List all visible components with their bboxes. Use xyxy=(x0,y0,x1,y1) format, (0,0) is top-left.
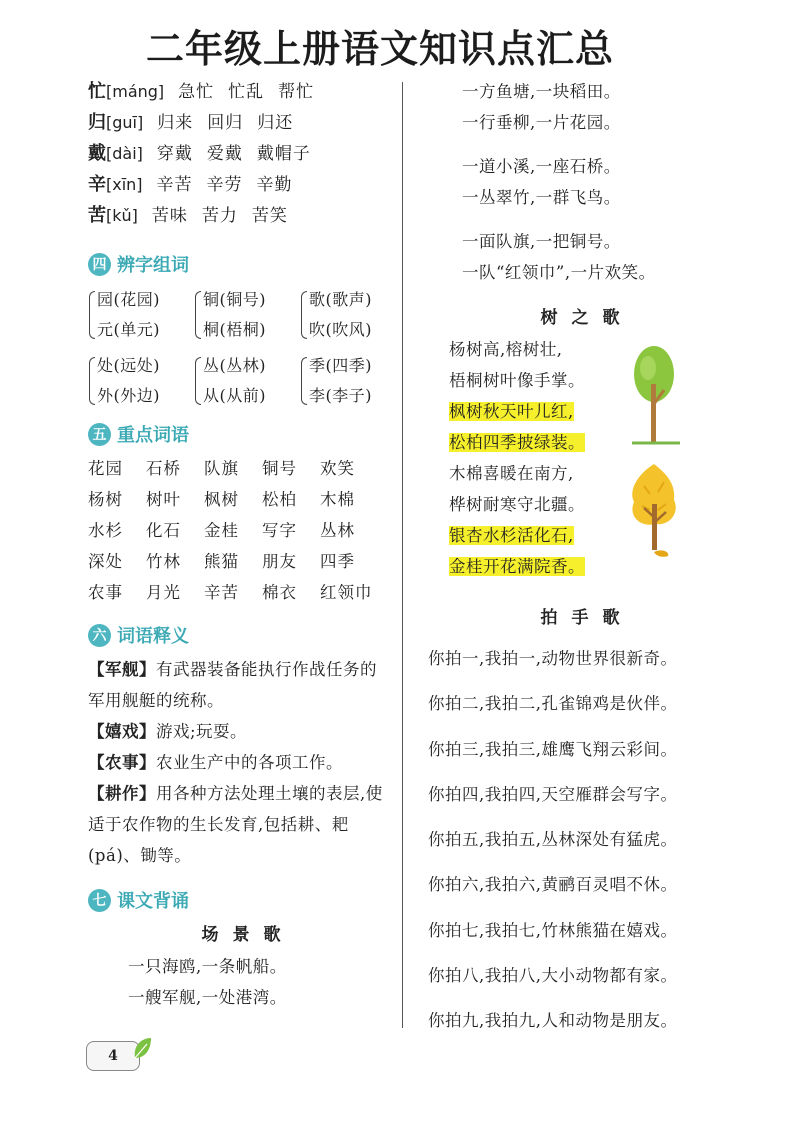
group-word: 园(花园) xyxy=(97,290,160,309)
group-word: 外(外边) xyxy=(97,386,160,405)
key-word: 月光 xyxy=(146,583,181,602)
char-entry xyxy=(88,138,393,169)
pinyin: [dài] xyxy=(106,144,143,163)
poem-line xyxy=(449,427,772,458)
pinyin: [guī] xyxy=(106,113,144,132)
key-word: 树叶 xyxy=(146,490,181,509)
green-tree-icon xyxy=(624,344,684,448)
pinyin: [xīn] xyxy=(106,175,143,194)
char: 归 xyxy=(88,112,106,133)
char-group xyxy=(300,285,406,345)
key-word: 铜号 xyxy=(262,459,297,478)
poem-line: 你拍一,我拍一,动物世界很新奇。 xyxy=(428,649,678,668)
poem-line: 你拍二,我拍二,孔雀锦鸡是伙伴。 xyxy=(428,694,678,714)
key-word: 写字 xyxy=(262,521,297,540)
word: 归还 xyxy=(257,113,294,133)
group-word: 桐(梧桐) xyxy=(203,320,266,339)
word: 苦笑 xyxy=(251,206,288,226)
poem-clap-song xyxy=(412,602,772,1044)
word-row xyxy=(88,515,393,546)
pinyin: [kǔ] xyxy=(106,206,138,225)
word: 苦力 xyxy=(201,206,238,226)
definition-term: 【嬉戏】 xyxy=(88,722,156,741)
word-row xyxy=(88,577,393,608)
poem-line: 你拍六,我拍六,黄鹂百灵唱不休。 xyxy=(428,875,678,895)
key-word: 竹林 xyxy=(146,552,181,571)
word: 帮忙 xyxy=(278,82,315,102)
poem-scene-song xyxy=(88,919,368,1013)
word: 辛苦 xyxy=(156,175,193,195)
definition-term: 【农事】 xyxy=(88,753,156,772)
poem-line xyxy=(449,396,772,427)
poem-line: 一只海鸥,一条帆船。 xyxy=(128,957,287,976)
poem-line: 一队“红领巾”,一片欢笑。 xyxy=(462,263,656,282)
word: 急忙 xyxy=(178,82,215,102)
poem-line: 桦树耐寒守北疆。 xyxy=(449,495,585,514)
char-group xyxy=(300,351,406,411)
char-entry xyxy=(88,76,393,107)
word-row xyxy=(88,546,393,577)
group-word: 处(远处) xyxy=(97,356,160,375)
section-number-badge: 六 xyxy=(88,624,111,647)
group-word: 元(单元) xyxy=(97,320,160,339)
poem-title: 拍手歌 xyxy=(540,608,634,628)
group-word: 丛(丛林) xyxy=(203,356,266,375)
key-word: 木棉 xyxy=(320,490,355,509)
yellow-tree-icon xyxy=(624,460,684,560)
column-divider xyxy=(402,82,403,1028)
right-column xyxy=(412,76,772,1044)
poem-line: 梧桐树叶像手掌。 xyxy=(449,371,585,390)
definitions xyxy=(88,654,393,871)
key-word: 欢笑 xyxy=(320,459,355,478)
highlighted-text: 松柏四季披绿装。 xyxy=(449,433,585,452)
key-word: 丛林 xyxy=(320,521,355,540)
definition-text: 农业生产中的各项工作。 xyxy=(156,753,343,772)
distinguish-groups xyxy=(88,285,393,417)
key-word: 辛苦 xyxy=(204,583,239,602)
key-word: 队旗 xyxy=(204,459,239,478)
key-word: 水杉 xyxy=(88,521,123,540)
char: 戴 xyxy=(88,143,106,164)
poem-line: 一道小溪,一座石桥。 xyxy=(462,157,621,176)
key-word: 农事 xyxy=(88,583,123,602)
poem-line: 你拍四,我拍四,天空雁群会写字。 xyxy=(428,784,678,804)
highlighted-text: 金桂开花满院香。 xyxy=(449,557,585,576)
char-entry xyxy=(88,200,393,231)
poem-line xyxy=(449,551,772,582)
key-word: 金桂 xyxy=(204,521,239,540)
word: 辛勤 xyxy=(256,175,293,195)
definition-item xyxy=(88,716,393,747)
poem-line: 杨树高,榕树壮, xyxy=(449,340,563,359)
group-word: 季(四季) xyxy=(309,356,372,375)
poem-tree-song xyxy=(412,302,772,582)
highlighted-text: 枫树秋天叶儿红, xyxy=(449,402,574,421)
group-word: 铜(铜号) xyxy=(203,290,266,309)
definition-item xyxy=(88,778,393,871)
poem-line: 一面队旗,一把铜号。 xyxy=(462,232,621,251)
poem-line: 一方鱼塘,一块稻田。 xyxy=(462,82,621,101)
section-number-badge: 五 xyxy=(88,423,111,446)
word: 归来 xyxy=(157,113,194,133)
key-word: 四季 xyxy=(320,552,355,571)
word: 爱戴 xyxy=(206,144,243,164)
char: 忙 xyxy=(88,81,106,102)
section-number-badge: 七 xyxy=(88,889,111,912)
key-word: 松柏 xyxy=(262,490,297,509)
word: 苦味 xyxy=(151,206,188,226)
word: 辛劳 xyxy=(206,175,243,195)
poem-line: 你拍九,我拍九,人和动物是朋友。 xyxy=(428,1011,678,1031)
poem-line: 一丛翠竹,一群飞鸟。 xyxy=(462,188,621,207)
key-words-grid xyxy=(88,453,393,608)
key-word: 深处 xyxy=(88,552,123,571)
char-group xyxy=(194,285,300,345)
key-word: 花园 xyxy=(88,459,123,478)
key-word: 石桥 xyxy=(146,459,181,478)
word: 戴帽子 xyxy=(256,144,311,164)
key-word: 朋友 xyxy=(262,552,297,571)
word: 穿戴 xyxy=(156,144,193,164)
definition-term: 【军舰】 xyxy=(88,660,156,679)
key-word: 化石 xyxy=(146,521,181,540)
poem-line: 你拍七,我拍七,竹林熊猫在嬉戏。 xyxy=(428,920,678,940)
page-number: 4 xyxy=(86,1041,140,1071)
poem-line: 木棉喜暖在南方, xyxy=(449,464,574,483)
highlighted-text: 银杏水杉活化石, xyxy=(449,526,574,545)
word: 回归 xyxy=(207,113,244,133)
poem-line: 一行垂柳,一片花园。 xyxy=(462,113,621,132)
page-title: 二年级上册语文知识点汇总 xyxy=(145,27,614,71)
poem-title: 场景歌 xyxy=(201,925,295,945)
char-group xyxy=(88,285,194,345)
section-title: 词语释义 xyxy=(117,626,189,647)
group-word: 从(从前) xyxy=(203,386,266,405)
char-entry xyxy=(88,107,393,138)
poem-line: 一艘军舰,一处港湾。 xyxy=(128,988,287,1007)
section-title: 重点词语 xyxy=(117,425,189,446)
poem-title: 树之歌 xyxy=(540,308,634,328)
definition-text: 有武器装备能执行作战任务的军用舰艇的统称。 xyxy=(88,660,377,710)
pinyin: [máng] xyxy=(106,82,165,101)
section-title: 辨字组词 xyxy=(117,255,189,276)
section-number-badge: 四 xyxy=(88,253,111,276)
char-word-list xyxy=(88,76,393,231)
key-word: 棉衣 xyxy=(262,583,297,602)
definition-item xyxy=(88,654,393,716)
section-heading-4 xyxy=(88,249,393,279)
key-word: 枫树 xyxy=(204,490,239,509)
group-word: 李(李子) xyxy=(309,386,372,405)
definition-item xyxy=(88,747,393,778)
char-entry xyxy=(88,169,393,200)
poem-line: 你拍八,我拍八,大小动物都有家。 xyxy=(428,966,678,986)
poem-line: 你拍五,我拍五,丛林深处有猛虎。 xyxy=(428,830,678,850)
char: 辛 xyxy=(88,174,106,195)
poem-scene-song-continued xyxy=(412,76,772,288)
definition-text: 用各种方法处理土壤的表层,使适于农作物的生长发育,包括耕、耙(pá)、锄等。 xyxy=(88,784,383,865)
section-heading-6 xyxy=(88,620,393,650)
key-word: 杨树 xyxy=(88,490,123,509)
char: 苦 xyxy=(88,205,106,226)
group-word: 吹(吹风) xyxy=(309,320,372,339)
poem-line xyxy=(449,520,772,551)
key-word: 熊猫 xyxy=(204,552,239,571)
definition-term: 【耕作】 xyxy=(88,784,156,803)
definition-text: 游戏;玩耍。 xyxy=(156,722,248,741)
word-row xyxy=(88,453,393,484)
char-group xyxy=(194,351,300,411)
key-word: 红领巾 xyxy=(320,583,373,602)
leaf-icon xyxy=(131,1036,153,1062)
char-group xyxy=(88,351,194,411)
left-column xyxy=(88,76,393,1013)
group-word: 歌(歌声) xyxy=(309,290,372,309)
section-heading-7 xyxy=(88,885,393,915)
section-title: 课文背诵 xyxy=(117,891,189,912)
word-row xyxy=(88,484,393,515)
poem-line: 你拍三,我拍三,雄鹰飞翔云彩间。 xyxy=(428,739,678,759)
word: 忙乱 xyxy=(228,82,265,102)
section-heading-5 xyxy=(88,419,393,449)
